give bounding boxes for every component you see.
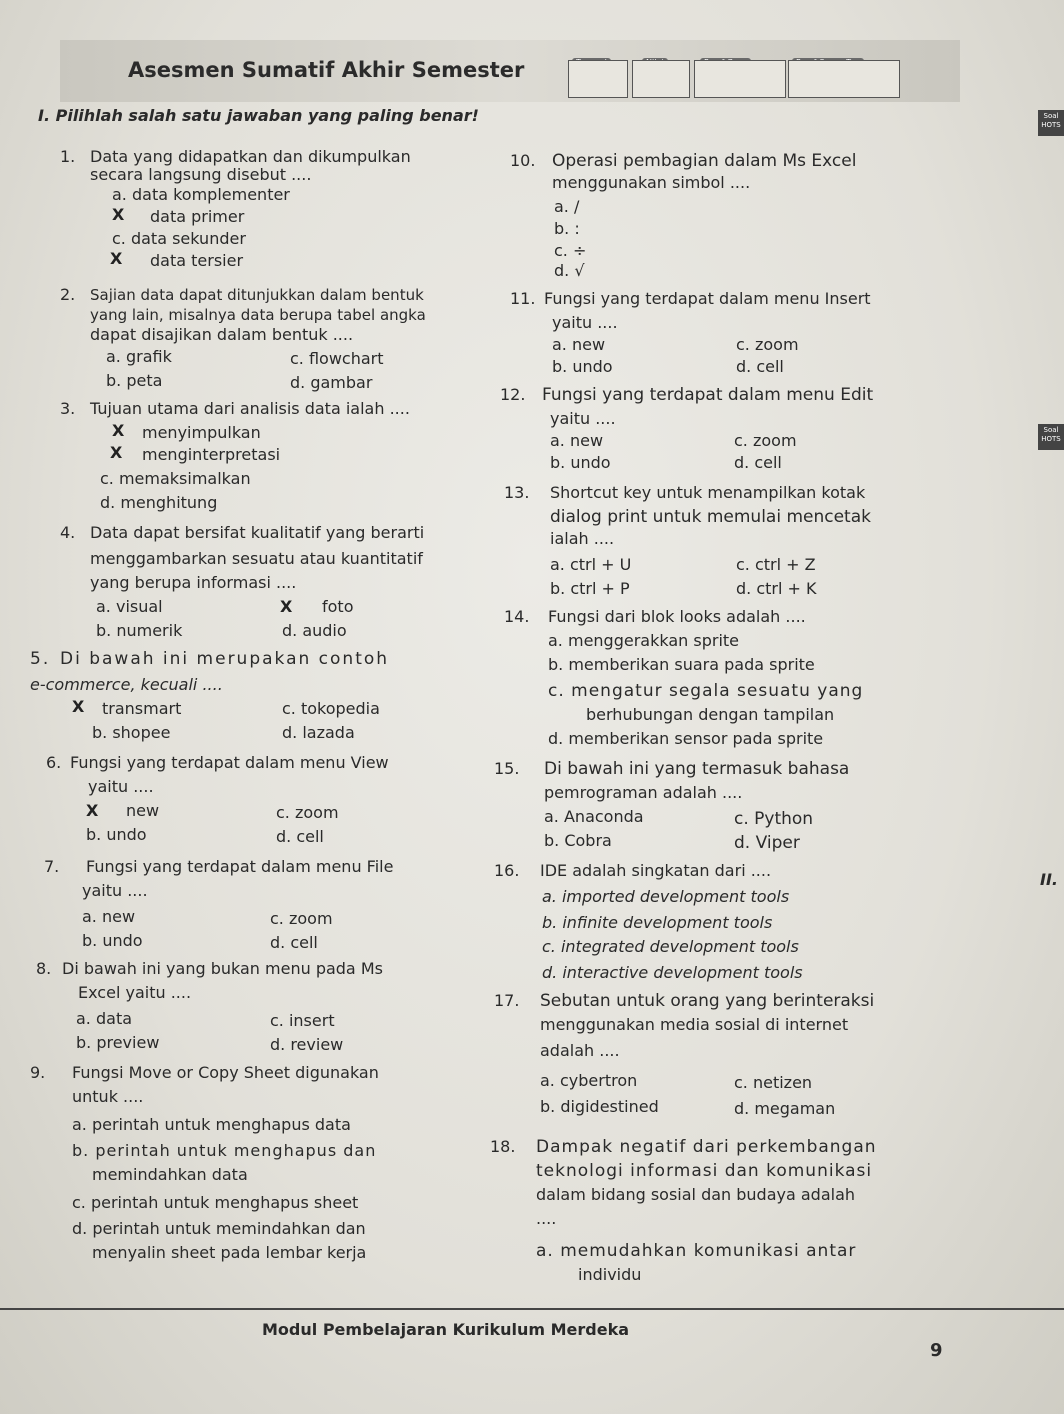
- option[interactable]: c. zoom: [734, 431, 797, 450]
- option[interactable]: a. ctrl + U: [550, 555, 632, 574]
- option[interactable]: a. Anaconda: [544, 807, 644, 826]
- option[interactable]: b. shopee: [92, 723, 171, 742]
- option[interactable]: b. peta: [106, 371, 163, 390]
- page-number: 9: [930, 1340, 943, 1361]
- option[interactable]: c. mengatur segala sesuatu yang: [548, 681, 864, 701]
- option-continued: individu: [578, 1265, 642, 1284]
- option[interactable]: b. infinite development tools: [542, 913, 773, 932]
- option-continued: menyalin sheet pada lembar kerja: [92, 1243, 367, 1262]
- option[interactable]: c. perintah untuk menghapus sheet: [72, 1193, 359, 1212]
- option[interactable]: b. undo: [550, 453, 611, 472]
- option[interactable]: foto: [322, 597, 354, 616]
- answer-cross-mark: X: [280, 597, 293, 616]
- option[interactable]: c. zoom: [736, 335, 799, 354]
- option[interactable]: c. tokopedia: [282, 699, 380, 718]
- hots-tab-2: Soal HOTS: [1038, 424, 1064, 450]
- option[interactable]: d. review: [270, 1035, 344, 1054]
- option[interactable]: transmart: [102, 699, 182, 718]
- option[interactable]: c. data sekunder: [112, 229, 246, 248]
- option[interactable]: b. preview: [76, 1033, 160, 1052]
- option[interactable]: data primer: [150, 207, 245, 226]
- option[interactable]: d. memberikan sensor pada sprite: [548, 729, 824, 748]
- option[interactable]: d. Viper: [734, 833, 800, 853]
- option[interactable]: d. interactive development tools: [542, 963, 803, 982]
- option-continued: berhubungan dengan tampilan: [586, 705, 835, 724]
- option[interactable]: c. insert: [270, 1011, 335, 1030]
- option[interactable]: a. new: [552, 335, 606, 354]
- option[interactable]: a. perintah untuk menghapus data: [72, 1115, 351, 1134]
- option[interactable]: c. integrated development tools: [542, 937, 799, 956]
- option[interactable]: a. memudahkan komunikasi antar: [536, 1241, 857, 1261]
- option[interactable]: b. Cobra: [544, 831, 612, 850]
- option[interactable]: b. digidestined: [540, 1097, 659, 1116]
- option[interactable]: d. menghitung: [100, 493, 218, 512]
- option[interactable]: b. :: [554, 219, 580, 238]
- footer-title: Modul Pembelajaran Kurikulum Merdeka: [262, 1320, 630, 1339]
- option[interactable]: d. cell: [276, 827, 324, 846]
- left-column: 1. Data yang didapatkan dan dikumpulkan secara langsung disebut .... a. data komplementer X data primer c. data sekunder X data tersier 2. Sajian data dapat ditunjukkan dalam bentuk yang lain, misalnya data berupa tabel angka dapat disajikan dalam bentuk .... a. grafik c. flowchart b. peta d. gambar 3. Tujuan utama dari analisis data ialah .... X menyimpulkan X menginterpretasi c. memaksimalkan d. menghitung 4. Data dapat bersifat kualitatif yang berarti menggambarkan sesuatu atau kuantitatif yang berupa informasi .... a. visual X foto b. numerik d. audio 5. Di bawah ini merupakan contoh e-commerce, kecuali .... X transmart c. tokopedia b. shopee d. lazada 6. Fungsi yang terdapat dalam menu View yaitu .... X new c. zoom b. undo d. cell 7. Fungsi yang terdapat dalam menu File yaitu .... a. new c. zoom b. undo d. cell 8. Di bawah ini yang bukan menu pada Ms Excel yaitu .... a. data c. insert b. preview d. review 9. Fungsi Move or Copy Sheet digunakan untuk .... a. perintah untuk menghapus data b. perintah untuk menghapus dan memindahkan data c. perintah untuk menghapus sheet d. perintah untuk memindahkan dan menyalin sheet pada lembar kerja: [30, 147, 426, 1262]
- option[interactable]: d. √: [554, 261, 585, 280]
- answer-cross-mark: X: [112, 421, 125, 440]
- footer-divider: [0, 1308, 1064, 1310]
- hots-tab: Soal HOTS: [1038, 110, 1064, 136]
- option[interactable]: b. memberikan suara pada sprite: [548, 655, 815, 674]
- option[interactable]: a. grafik: [106, 347, 172, 366]
- option[interactable]: d. perintah untuk memindahkan dan: [72, 1219, 366, 1238]
- option[interactable]: b. undo: [552, 357, 613, 376]
- option[interactable]: a. /: [554, 197, 580, 216]
- page-title: Asesmen Sumatif Akhir Semester: [128, 58, 525, 82]
- option[interactable]: a. imported development tools: [542, 887, 790, 906]
- option[interactable]: c. Python: [734, 809, 814, 829]
- option[interactable]: c. ÷: [554, 241, 587, 260]
- option[interactable]: a. new: [82, 907, 136, 926]
- option[interactable]: b. undo: [82, 931, 143, 950]
- option[interactable]: b. perintah untuk menghapus dan: [72, 1141, 377, 1160]
- option[interactable]: d. megaman: [734, 1099, 836, 1118]
- right-column: 10. Operasi pembagian dalam Ms Excel menggunakan simbol .... a. / b. : c. ÷ d. √ 11. Fungsi yang terdapat dalam menu Insert yaitu .... a. new c. zoom b. undo d. cell 12. Fungsi yang terdapat dalam menu Edit yaitu .... a. new c. zoom b. undo d. cell 13. Shortcut key untuk menampilkan kotak dialog print untuk memulai mencetak ialah .... a. ctrl + U c. ctrl + Z b. ctrl + P d. ctrl + K 14. Fungsi dari blok looks adalah .... a. menggerakkan sprite b. memberikan suara pada sprite c. mengatur segala sesuatu yang berhubungan dengan tampilan d. memberikan sensor pada sprite 15. Di bawah ini yang termasuk bahasa pemrograman adalah .... a. Anaconda c. Python b. Cobra d. Viper 16. IDE adalah singkatan dari .... a. imported development tools b. infinite development tools c. integrated development tools d. interactive development tools 17. Sebutan untuk orang yang berinteraksi menggunakan media sosial di internet adalah .... a. cybertron c. netizen b. digidestined d. megaman 18. Dampak negatif dari perkembangan teknologi informasi dan komunikasi dalam bidang sosial dan budaya adalah .... a. memudahkan komunikasi antar individu: [490, 151, 877, 1284]
- option[interactable]: c. zoom: [270, 909, 333, 928]
- option[interactable]: d. lazada: [282, 723, 355, 742]
- option[interactable]: c. zoom: [276, 803, 339, 822]
- section-roman: II.: [1040, 870, 1058, 889]
- option[interactable]: d. ctrl + K: [736, 579, 817, 598]
- answer-cross-mark: X: [86, 801, 99, 820]
- answer-cross-mark: X: [112, 205, 125, 224]
- option[interactable]: b. undo: [86, 825, 147, 844]
- answer-cross-mark: X: [110, 249, 123, 268]
- option[interactable]: a. data komplementer: [112, 185, 290, 204]
- option[interactable]: d. cell: [736, 357, 784, 376]
- option-continued: memindahkan data: [92, 1165, 248, 1184]
- option[interactable]: d. gambar: [290, 373, 373, 392]
- option[interactable]: menginterpretasi: [142, 445, 281, 464]
- answer-cross-mark: X: [72, 697, 85, 716]
- option[interactable]: d. cell: [734, 453, 782, 472]
- option[interactable]: c. ctrl + Z: [736, 555, 816, 574]
- option[interactable]: b. ctrl + P: [550, 579, 630, 598]
- section-instruction: I. Pilihlah salah satu jawaban yang paling benar!: [38, 106, 479, 125]
- option[interactable]: new: [126, 801, 160, 820]
- answer-cross-mark: X: [110, 443, 123, 462]
- option[interactable]: a. new: [550, 431, 604, 450]
- option[interactable]: a. data: [76, 1009, 133, 1028]
- option[interactable]: data tersier: [150, 251, 244, 270]
- option[interactable]: c. netizen: [734, 1073, 813, 1092]
- option[interactable]: b. numerik: [96, 621, 183, 640]
- option[interactable]: c. memaksimalkan: [100, 469, 251, 488]
- option[interactable]: d. cell: [270, 933, 318, 952]
- option[interactable]: d. audio: [282, 621, 347, 640]
- option[interactable]: menyimpulkan: [142, 423, 261, 442]
- option[interactable]: c. flowchart: [290, 349, 384, 368]
- option[interactable]: a. menggerakkan sprite: [548, 631, 739, 650]
- option[interactable]: a. visual: [96, 597, 163, 616]
- option[interactable]: a. cybertron: [540, 1071, 638, 1090]
